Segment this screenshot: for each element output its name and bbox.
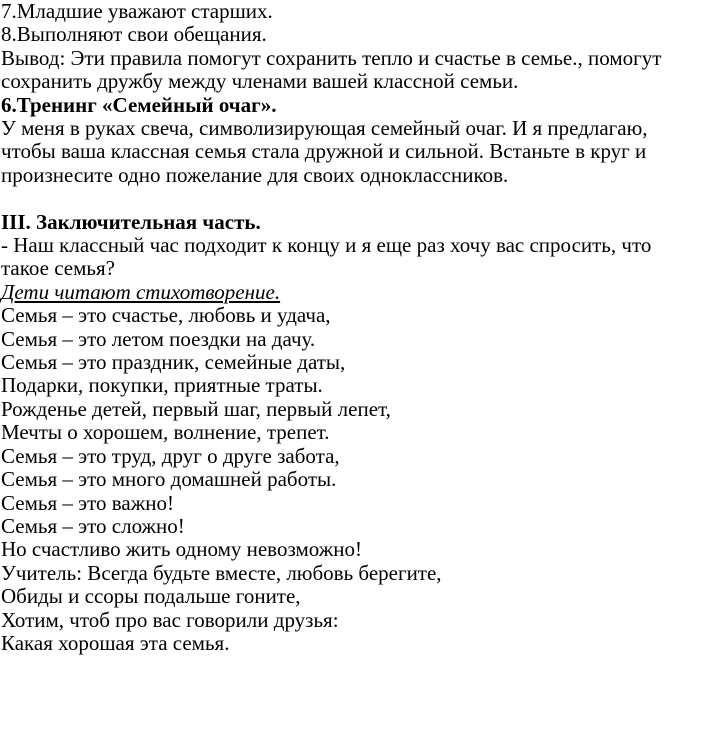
teacher-line: Хотим, чтоб про вас говорили друзья:	[1, 607, 339, 632]
training-heading: 6.Тренинг «Семейный очаг».	[1, 92, 277, 117]
poem-line: Семья – это счастье, любовь и удача,	[1, 303, 331, 328]
teacher-line: Обиды и ссоры подальше гоните,	[1, 584, 301, 609]
training-line: чтобы ваша классная семья стала дружной и сильной. Встаньте в круг и	[1, 139, 647, 164]
poem-line: Рожденье детей, первый шаг, первый лепет,	[1, 396, 391, 421]
teacher-line: Учитель: Всегда будьте вместе, любовь берегите,	[1, 560, 442, 585]
final-section-heading: III. Заключительная часть.	[1, 209, 261, 234]
conclusion-line: Вывод: Эти правила помогут сохранить тепло и счастье в семье., помогут	[1, 45, 662, 70]
teacher-line: Какая хорошая эта семья.	[1, 630, 230, 655]
poem	[1, 304, 704, 561]
rule-item-7: 7.Младшие уважают старших.	[1, 0, 273, 23]
question-line: такое семья?	[1, 256, 115, 281]
poem-line: Семья – это праздник, семейные даты,	[1, 350, 346, 375]
conclusion-paragraph	[1, 47, 704, 94]
poem-line: Семья – это труд, друг о друге забота,	[1, 443, 340, 468]
poem-line: Семья – это много домашней работы.	[1, 467, 337, 492]
poem-line: Семья – это сложно!	[1, 513, 185, 538]
poem-intro: Дети читают стихотворение.	[1, 279, 281, 304]
question-line: - Наш классный час подходит к концу и я еще раз хочу вас спросить, что	[1, 233, 652, 258]
poem-line: Семья – это летом поездки на дачу.	[1, 326, 316, 351]
rule-item-8: 8.Выполняют свои обещания.	[1, 22, 267, 47]
poem-line: Но счастливо жить одному невозможно!	[1, 537, 362, 562]
rules-list	[1, 0, 704, 47]
blank-line	[1, 187, 704, 210]
final-question-paragraph	[1, 234, 704, 281]
poem-line: Мечты о хорошем, волнение, трепет.	[1, 420, 330, 445]
training-paragraph	[1, 117, 704, 187]
poem-line: Подарки, покупки, приятные траты.	[1, 373, 323, 398]
poem-line: Семья – это важно!	[1, 490, 174, 515]
conclusion-line: сохранить дружбу между членами вашей классной семьи.	[1, 69, 519, 94]
training-line: У меня в руках свеча, символизирующая семейный очаг. И я предлагаю,	[1, 116, 648, 141]
training-line: произнесите одно пожелание для своих одноклассников.	[1, 162, 509, 187]
teacher-verse	[1, 562, 704, 656]
